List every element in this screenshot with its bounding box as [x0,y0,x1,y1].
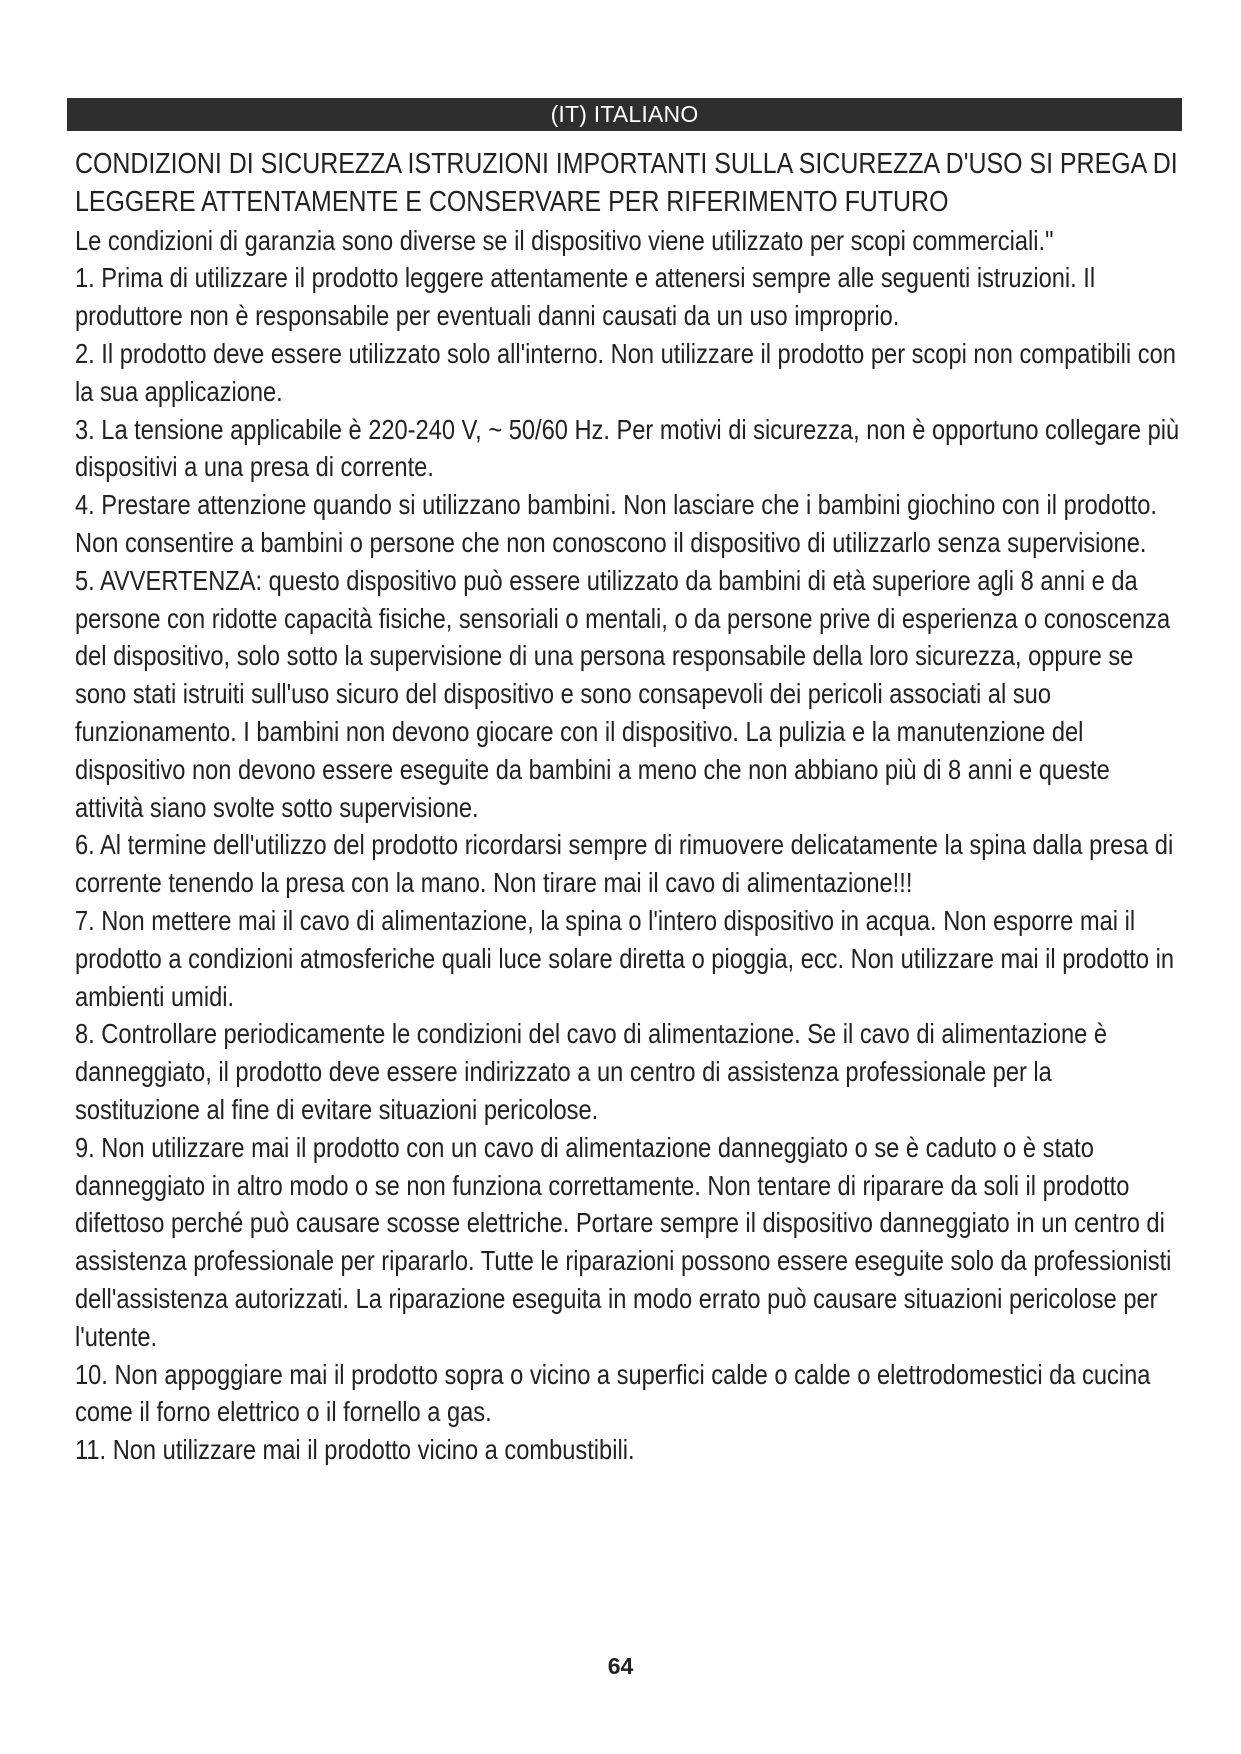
instruction-item-4: 4. Prestare attenzione quando si utilizzano bambini. Non lasciare che i bambini giochino con il prodotto. Non consentire a bambini o persone che non conoscono il dispositivo di utilizzarlo senza supervisione. [75,489,1157,558]
page-number: 64 [607,1653,634,1679]
instruction-item-11: 11. Non utilizzare mai il prodotto vicino a combustibili. [75,1434,635,1466]
instruction-item-6: 6. Al termine dell'utilizzo del prodotto ricordarsi sempre di rimuovere delicatamente la spina dalla presa di corrente tenendo la presa con la mano. Non tirare mai il cavo di alimentazione!!! [75,829,1174,899]
instruction-item-1: 1. Prima di utilizzare il prodotto leggere attentamente e attenersi sempre alle seguenti istruzioni. Il produttore non è responsabile per eventuali danni causati da un uso improprio. [75,262,1096,332]
document-title: CONDIZIONI DI SICUREZZA ISTRUZIONI IMPORTANTI SULLA SICUREZZA D'USO SI PREGA DI LEGGERE ATTENTAMENTE E CONSERVARE PER RIFERIMENTO FUTURO [75,148,1178,218]
safety-instructions [75,146,1181,1469]
instruction-item-5: 5. AVVERTENZA: questo dispositivo può essere utilizzato da bambini di età superiore agli 8 anni e da persone con ridotte capacità fisiche, sensoriali o mentali, o da persone prive di esperienza o conoscenza del dispositivo, solo sotto la supervisione di una persona responsabile della loro sicurezza, oppure se sono stati istruiti sull'uso sicuro del dispositivo e sono consapevoli dei pericoli associati al suo funzionamento. I bambini non devono giocare con il dispositivo. La pulizia e la manutenzione del dispositivo non devono essere eseguite da bambini a meno che non abbiano più di 8 anni e queste attività siano svolte sotto supervisione. [75,564,1171,823]
instruction-item-7: 7. Non mettere mai il cavo di alimentazione, la spina o l'intero dispositivo in acqua. Non esporre mai il prodotto a condizioni atmosferiche quali luce solare diretta o pioggia, ecc. Non utilizzare mai il prodotto in ambienti umidi. [75,904,1175,1012]
instruction-item-8: 8. Controllare periodicamente le condizioni del cavo di alimentazione. Se il cavo di alimentazione è danneggiato, il prodotto deve essere indirizzato a un centro di assistenza professionale per la sostituzione al fine di evitare situazioni pericolose. [75,1018,1107,1125]
instruction-item-10: 10. Non appoggiare mai il prodotto sopra o vicino a superfici calde o calde o elettrodomestici da cucina come il forno elettrico o il fornello a gas. [75,1358,1151,1428]
instruction-item-9: 9. Non utilizzare mai il prodotto con un cavo di alimentazione danneggiato o se è caduto o è stato danneggiato in altro modo o se non funziona correttamente. Non tentare di riparare da soli il prodotto difettoso perché può causare scosse elettriche. Portare sempre il dispositivo danneggiato in un centro di assistenza professionale per ripararlo. Tutte le riparazioni possono essere eseguite solo da professionisti dell'assistenza autorizzati. La riparazione eseguita in modo errato può causare situazioni pericolose per l'utente. [75,1131,1172,1352]
warranty-note: Le condizioni di garanzia sono diverse se il dispositivo viene utilizzato per scopi commerciali." [75,224,1054,256]
language-header-bar: (IT) ITALIANO [67,98,1182,131]
instruction-item-2: 2. Il prodotto deve essere utilizzato solo all'interno. Non utilizzare il prodotto per scopi non compatibili con la sua applicazione. [75,337,1176,407]
instruction-item-3: 3. La tensione applicabile è 220-240 V, ~ 50/60 Hz. Per motivi di sicurezza, non è opportuno collegare più dispositivi a una presa di corrente. [75,413,1180,483]
